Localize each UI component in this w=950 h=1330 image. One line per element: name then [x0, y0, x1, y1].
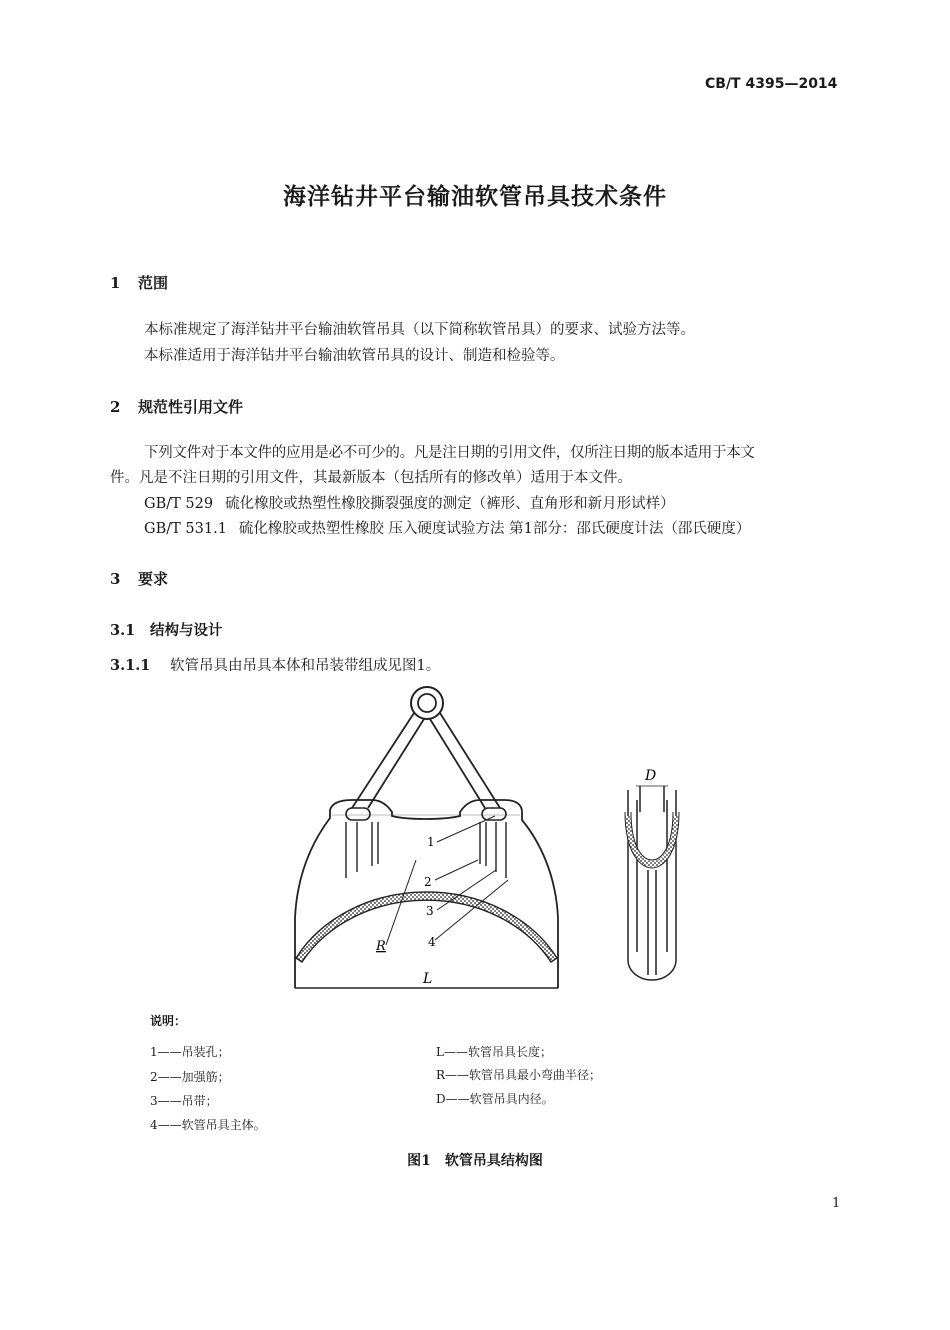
legend-item: 2——加强筋； — [150, 1070, 230, 1084]
legend-item: 4——软管吊具主体。 — [150, 1118, 266, 1132]
legend-item: 1——吊装孔； — [150, 1045, 230, 1059]
legend-title: 说明： — [150, 1014, 187, 1028]
paragraph: 本标准规定了海洋钻井平台输油软管吊具（以下简称软管吊具）的要求、试验方法等。 — [144, 322, 695, 338]
label-3: 3 — [426, 904, 434, 918]
legend-item: R——软管吊具最小弯曲半径； — [436, 1068, 602, 1082]
label-D: D — [645, 768, 657, 784]
reference-title: 硫化橡胶或热塑性橡胶撕裂强度的测定（裤形、直角形和新月形试样） — [225, 496, 675, 512]
section-title: 要求 — [138, 570, 169, 588]
section-title: 范围 — [138, 274, 169, 292]
figure-number: 图1 — [407, 1153, 431, 1169]
sling-strap — [352, 713, 500, 808]
subsection-title: 结构与设计 — [150, 622, 223, 639]
legend-item: L——软管吊具长度； — [436, 1045, 552, 1059]
label-R: R — [376, 939, 386, 954]
section-number: 1 — [110, 274, 121, 292]
reference-code: GB/T 531.1 — [144, 521, 227, 537]
label-L: L — [423, 971, 433, 987]
legend-item: 3——吊带； — [150, 1094, 218, 1108]
figure-title: 软管吊具结构图 — [444, 1153, 543, 1169]
reference-code: GB/T 529 — [144, 496, 214, 512]
section-title: 规范性引用文件 — [138, 398, 244, 416]
reinforcing-ribs — [346, 822, 506, 878]
label-2: 2 — [424, 875, 432, 889]
document-title: 海洋钻井平台输油软管吊具技术条件 — [283, 183, 667, 210]
side-view — [625, 786, 679, 980]
page-number: 1 — [832, 1196, 841, 1211]
reference-title: 硫化橡胶或热塑性橡胶 压入硬度试验方法 第1部分：邵氏硬度计法（邵氏硬度） — [238, 521, 751, 537]
hose-arc — [296, 892, 557, 962]
leader-lines — [386, 816, 508, 945]
paragraph: 本标准适用于海洋钻井平台输油软管吊具的设计、制造和检验等。 — [144, 348, 565, 364]
standard-code: CB/T 4395—2014 — [705, 76, 838, 92]
section-number: 3 — [110, 570, 121, 588]
lifting-ring — [411, 687, 443, 719]
figure-caption — [0, 1150, 950, 1170]
paragraph: 下列文件对于本文件的应用是必不可少的。凡是注日期的引用文件，仅所注日期的版本适用于本文 — [144, 445, 755, 461]
legend-item: D——软管吊具内径。 — [436, 1092, 554, 1106]
label-4: 4 — [428, 935, 436, 949]
clause-text: 软管吊具由吊具本体和吊装带组成见图1。 — [170, 658, 441, 674]
clause-number: 3.1.1 — [110, 657, 151, 674]
subsection-number: 3.1 — [110, 622, 136, 639]
section-number: 2 — [110, 398, 121, 416]
paragraph: 件。凡是不注日期的引用文件，其最新版本（包括所有的修改单）适用于本文件。 — [110, 470, 632, 486]
label-1: 1 — [427, 835, 435, 849]
